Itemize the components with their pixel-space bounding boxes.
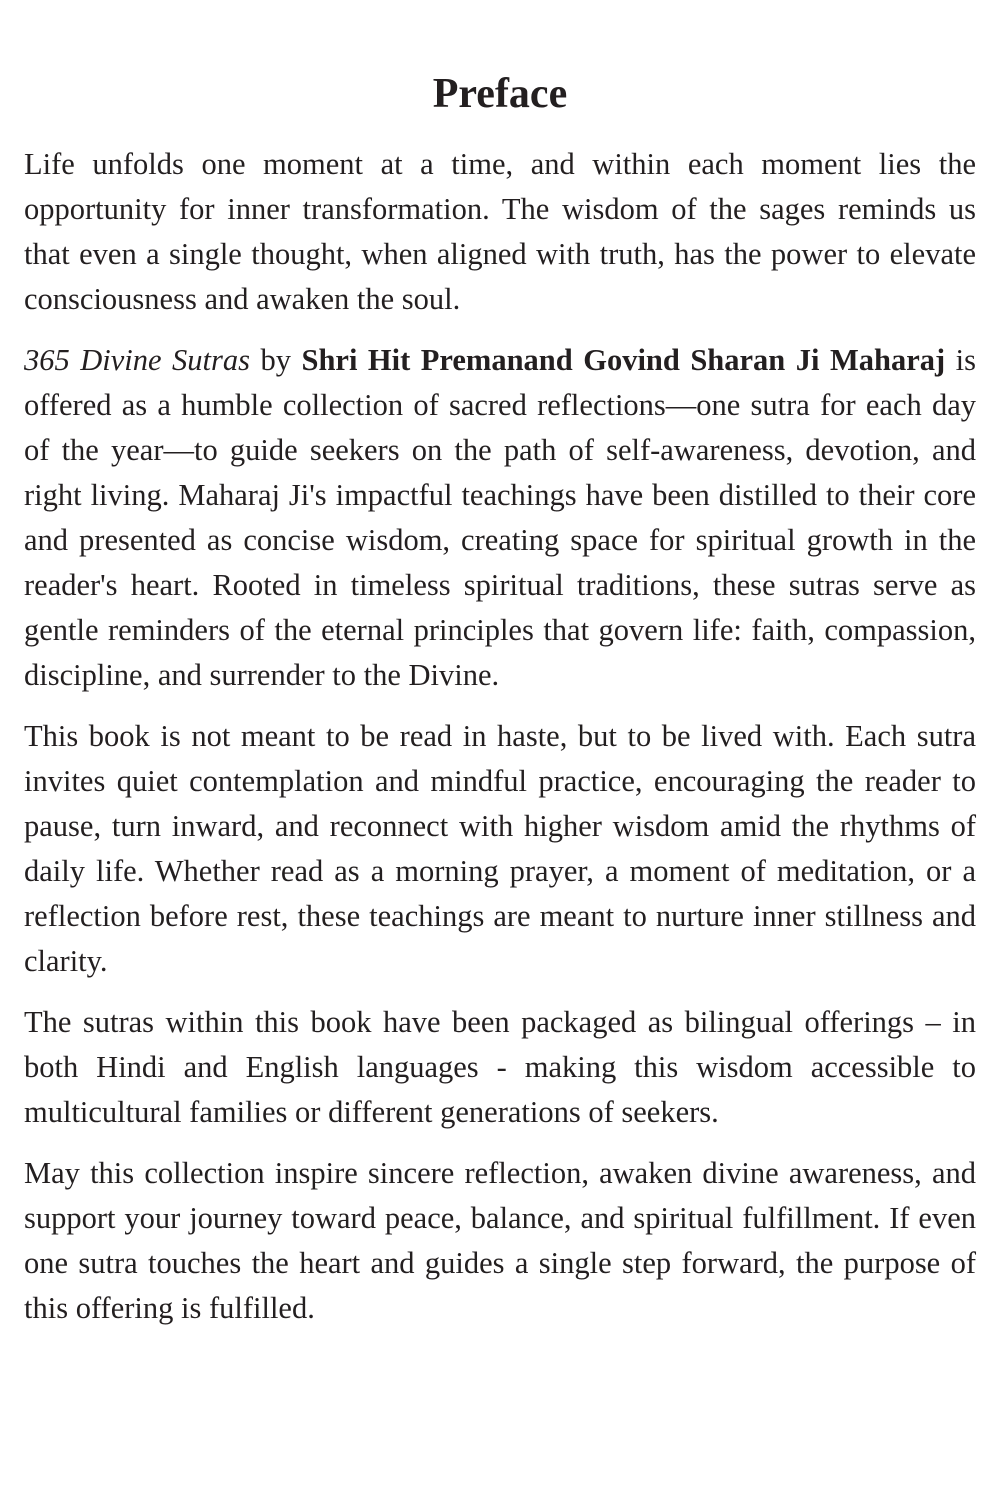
paragraph-4: The sutras within this book have been packaged as bilingual offerings – in both Hindi and English languages - making this wisdom accessible to multicultural families or different generations of seekers. <box>24 1005 976 1129</box>
paragraph-1: Life unfolds one moment at a time, and within each moment lies the opportunity for inner transformation. The wisdom of the sages reminds us that even a single thought, when aligned with truth, has the power to elevate consciousness and awaken the soul. <box>24 147 976 316</box>
paragraph-5: May this collection inspire sincere reflection, awaken divine awareness, and support your journey toward peace, balance, and spiritual fulfillment. If even one sutra touches the heart and guides a single step forward, the purpose of this offering is fulfilled. <box>24 1156 976 1325</box>
by-text: by <box>250 343 302 377</box>
paragraph-3: This book is not meant to be read in haste, but to be lived with. Each sutra invites quiet contemplation and mindful practice, encouraging the reader to pause, turn inward, and reconnect with higher wisdom amid the rhythms of daily life. Whether read as a morning prayer, a moment of meditation, or a reflection before rest, these teachings are meant to nurture inner stillness and clarity. <box>24 719 976 978</box>
paragraph-2-rest: is offered as a humble collection of sacred reflections—one sutra for each day of the year—to guide seekers on the path of self-awareness, devotion, and right living. Maharaj Ji's impactful teachings have been distilled to their core and presented as concise wisdom, creating space for spiritual growth in the reader's heart. Rooted in timeless spiritual traditions, these sutras serve as gentle reminders of the eternal principles that govern life: faith, compassion, discipline, and surrender to the Divine. <box>24 343 977 692</box>
book-title: 365 Divine Sutras <box>24 343 250 377</box>
author-name: Shri Hit Premanand Govind Sharan Ji Maharaj <box>301 343 946 377</box>
paragraph-2 <box>24 338 976 698</box>
page-title: Preface <box>432 71 568 117</box>
